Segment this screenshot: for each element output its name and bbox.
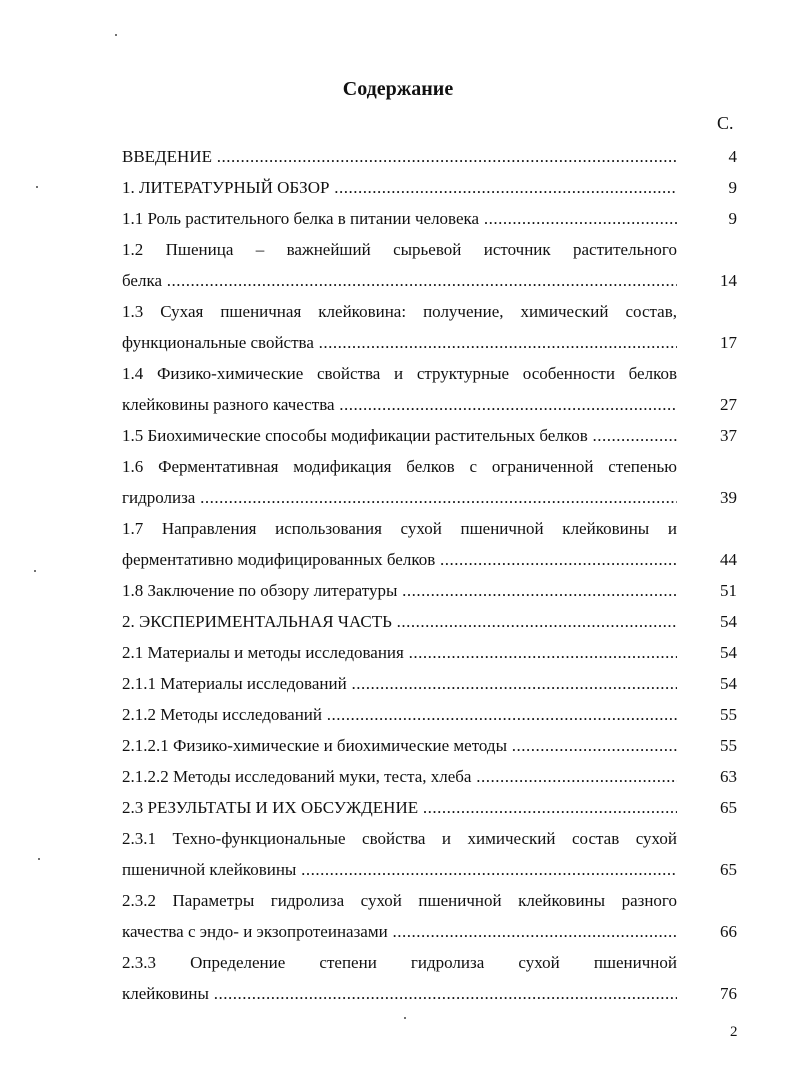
toc-line (122, 420, 737, 451)
toc-entry-page: 4 (728, 147, 737, 166)
toc-entry-text: клейковины разного качества ..... (122, 389, 677, 420)
toc-entry-text: 2.3.3 Определение степени гидролиза сухой пшеничной (122, 953, 677, 972)
toc-line (122, 203, 737, 234)
toc-line (122, 730, 737, 761)
toc-entry-text: пшеничной клейковины ..... (122, 854, 677, 885)
toc-line (122, 916, 737, 947)
toc-line (122, 885, 737, 916)
toc-entry-page: 54 (720, 643, 737, 662)
toc-entry-text: 1.7 Направления использования сухой пшеничной клейковины и (122, 519, 677, 538)
toc-entry-page: 66 (720, 922, 737, 941)
toc-line (122, 358, 737, 389)
toc-entry-text: 1.1 Роль растительного белка в питании человека ..... (122, 203, 677, 234)
toc-entry-page: 51 (720, 581, 737, 600)
toc-line (122, 761, 737, 792)
toc-entry-text: качества с эндо- и экзопротеиназами ..... (122, 916, 677, 947)
toc-line (122, 172, 737, 203)
toc-line (122, 637, 737, 668)
toc-line (122, 699, 737, 730)
toc-entry-text: 1.4 Физико-химические свойства и структурные особенности белков (122, 364, 677, 383)
toc-entry-page: 27 (720, 395, 737, 414)
table-of-contents (122, 141, 737, 1009)
scan-speck (115, 34, 117, 36)
toc-line (122, 947, 737, 978)
toc-entry-text: 1.8 Заключение по обзору литературы ..... (122, 575, 677, 606)
toc-entry-page: 14 (720, 271, 737, 290)
toc-line (122, 389, 737, 420)
toc-line (122, 978, 737, 1009)
page-title: Содержание (342, 78, 454, 100)
scan-speck (404, 1017, 406, 1019)
toc-entry-page: 55 (720, 705, 737, 724)
toc-entry-text: 2. ЭКСПЕРИМЕНТАЛЬНАЯ ЧАСТЬ ..... (122, 606, 677, 637)
toc-entry-text: гидролиза ..... (122, 482, 677, 513)
page-column-label: С. (717, 113, 734, 133)
toc-entry-page: 44 (720, 550, 737, 569)
toc-line (122, 668, 737, 699)
toc-entry-page: 65 (720, 860, 737, 879)
toc-entry-text: 2.1.2.1 Физико-химические и биохимические методы ..... (122, 730, 677, 761)
toc-line (122, 327, 737, 358)
toc-entry-page: 17 (720, 333, 737, 352)
toc-line (122, 606, 737, 637)
scan-speck (36, 186, 38, 188)
toc-entry-page: 76 (720, 984, 737, 1003)
toc-entry-text: 2.1.1 Материалы исследований ..... (122, 668, 677, 699)
toc-line (122, 854, 737, 885)
page-number: 2 (730, 1024, 738, 1040)
toc-entry-text: 1. ЛИТЕРАТУРНЫЙ ОБЗОР ..... (122, 172, 677, 203)
toc-entry-text: ферментативно модифицированных белков ..... (122, 544, 677, 575)
toc-entry-text: белка ..... (122, 265, 677, 296)
toc-entry-page: 65 (720, 798, 737, 817)
toc-entry-text: ВВЕДЕНИЕ ..... (122, 141, 677, 172)
toc-entry-page: 39 (720, 488, 737, 507)
toc-entry-text: 2.3.2 Параметры гидролиза сухой пшеничной клейковины разного (122, 891, 677, 910)
toc-line (122, 513, 737, 544)
toc-entry-page: 54 (720, 612, 737, 631)
toc-line (122, 296, 737, 327)
toc-line (122, 482, 737, 513)
toc-line (122, 575, 737, 606)
toc-entry-text: 1.2 Пшеница – важнейший сырьевой источник растительного (122, 240, 677, 259)
toc-entry-text: 1.3 Сухая пшеничная клейковина: получение, химический состав, (122, 302, 677, 321)
toc-entry-page: 9 (728, 178, 737, 197)
toc-entry-text: 2.1.2 Методы исследований ..... (122, 699, 677, 730)
toc-entry-text: 1.5 Биохимические способы модификации растительных белков ..... (122, 420, 677, 451)
scan-speck (34, 570, 36, 572)
toc-entry-text: 2.1.2.2 Методы исследований муки, теста, хлеба ..... (122, 761, 677, 792)
toc-entry-text: 1.6 Ферментативная модификация белков с ограниченной степенью (122, 457, 677, 476)
toc-line (122, 823, 737, 854)
toc-line (122, 141, 737, 172)
scan-speck (38, 858, 40, 860)
toc-entry-page: 55 (720, 736, 737, 755)
toc-line (122, 544, 737, 575)
toc-entry-page: 9 (728, 209, 737, 228)
toc-line (122, 265, 737, 296)
toc-entry-text: 2.3 РЕЗУЛЬТАТЫ И ИХ ОБСУЖДЕНИЕ ..... (122, 792, 677, 823)
toc-entry-page: 63 (720, 767, 737, 786)
toc-entry-text: 2.1 Материалы и методы исследования ..... (122, 637, 677, 668)
toc-entry-text: 2.3.1 Техно-функциональные свойства и химический состав сухой (122, 829, 677, 848)
toc-entry-page: 37 (720, 426, 737, 445)
toc-line (122, 792, 737, 823)
toc-line (122, 451, 737, 482)
toc-entry-text: клейковины ..... (122, 978, 677, 1009)
toc-line (122, 234, 737, 265)
toc-entry-page: 54 (720, 674, 737, 693)
toc-entry-text: функциональные свойства ..... (122, 327, 677, 358)
